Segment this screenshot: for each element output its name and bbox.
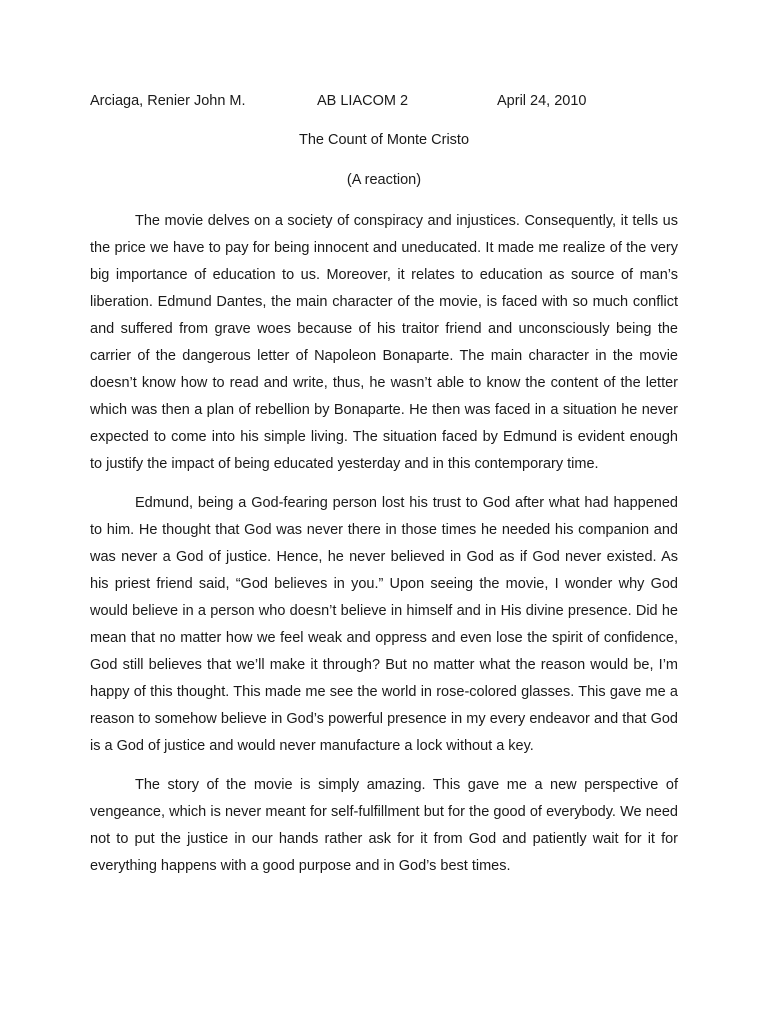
document-body (90, 208, 678, 892)
paragraph-2: Edmund, being a God-fearing person lost his trust to God after what had happened to him. He thought that God was never there in those times he needed his companion and was never a God of justice. Hence, he never believed in God as if God never existed. As his priest friend said, “God believes in you.” Upon seeing the movie, I wonder why God would believe in a person who doesn’t believe in himself and in His divine presence. Did he mean that no matter how we feel weak and oppress and even lose the spirit of confidence, God still believes that we’ll make it through? But no matter what the reason would be, I’m happy of this thought. This made me see the world in rose-colored glasses. This gave me a reason to somehow believe in God’s powerful presence in my every endeavor and that God is a God of justice and would never manufacture a lock without a key. (90, 495, 678, 754)
document-subtitle: (A reaction) (346, 172, 422, 188)
document-title: The Count of Monte Cristo (298, 132, 470, 148)
document-header (90, 93, 690, 113)
author-name: Arciaga, Renier John M. (90, 93, 246, 109)
document-date: April 24, 2010 (497, 93, 587, 109)
course-label: AB LIACOM 2 (317, 93, 409, 109)
paragraph-3: The story of the movie is simply amazing. This gave me a new perspective of vengeance, which is never meant for self-fulfillment but for the good of everybody. We need not to put the justice in our hands rather ask for it from God and patiently wait for it for everything happens with a good purpose and in God’s best times. (90, 777, 678, 874)
paragraph-1: The movie delves on a society of conspiracy and injustices. Consequently, it tells us the price we have to pay for being innocent and uneducated. It made me realize of the very big importance of education to us. Moreover, it relates to education as source of man’s liberation. Edmund Dantes, the main character of the movie, is faced with so much conflict and suffered from grave woes because of his traitor friend and unconsciously being the carrier of the dangerous letter of Napoleon Bonaparte. The main character in the movie doesn’t know how to read and write, thus, he wasn’t able to know the content of the letter which was then a plan of rebellion by Bonaparte. He then was faced in a situation he never expected to come into his simple living. The situation faced by Edmund is evident enough to justify the impact of being educated yesterday and in this contemporary time. (90, 213, 678, 472)
